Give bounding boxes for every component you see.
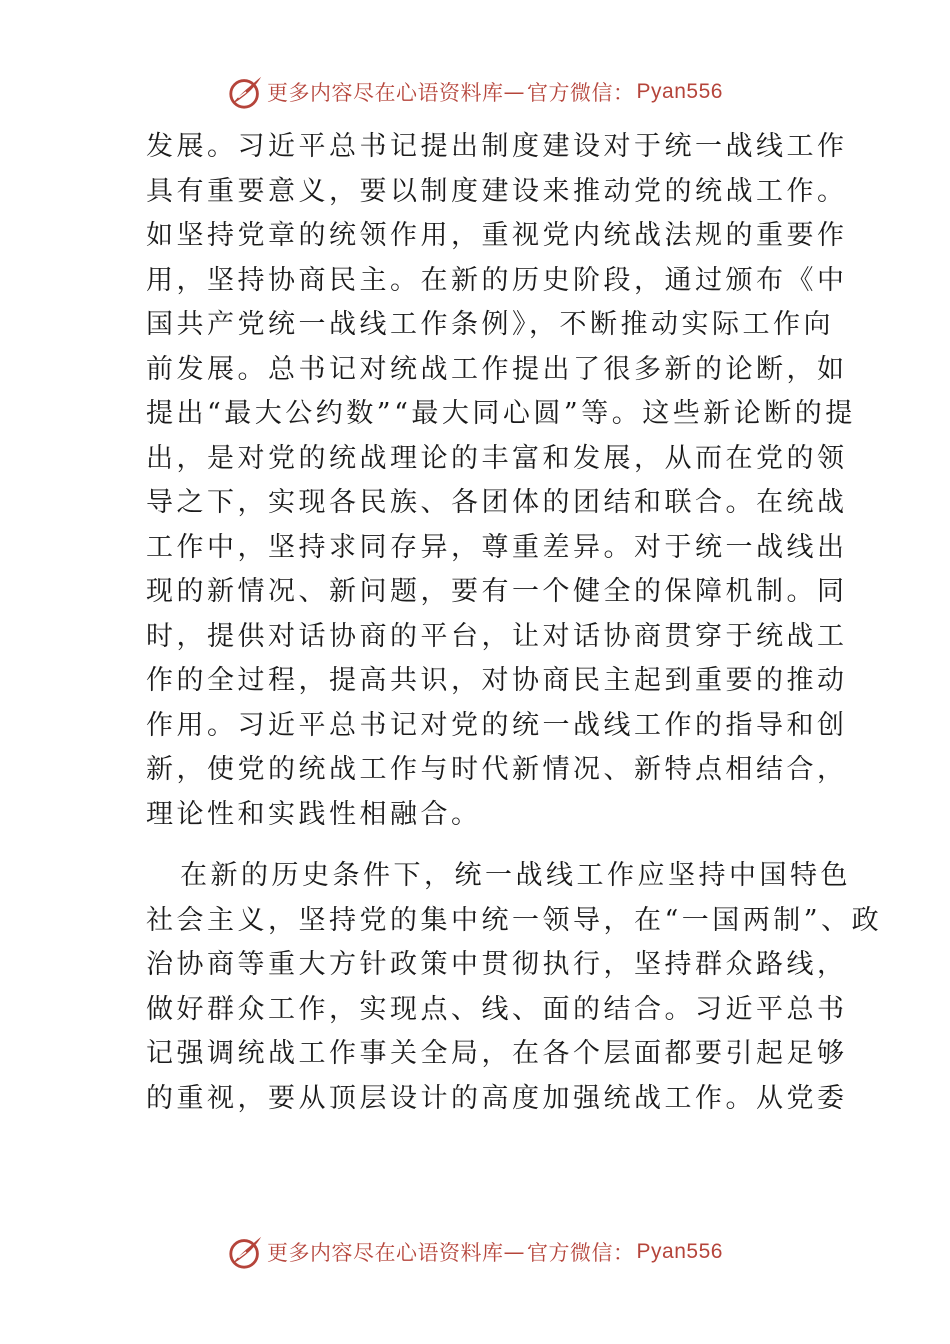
text-line: 国共产党统一战线工作条例》，不断推动实际工作向 (146, 309, 834, 340)
text-line: 时，提供对话协商的平台，让对话协商贯穿于统战工 (146, 620, 848, 652)
text-line: 记强调统战工作事关全局，在各个层面都要引起足够 (146, 1038, 848, 1069)
text-line: 出，是对党的统战理论的丰富和发展，从而在党的领 (146, 442, 848, 474)
text-line: 理论性和实践性相融合。 (146, 798, 482, 830)
text-line: 发展。习近平总书记提出制度建设对于统一战线工作 (146, 131, 848, 162)
header-banner (0, 70, 950, 114)
quill-logo-icon (227, 1233, 265, 1271)
text-line: 在新的历史条件下，统一战线工作应坚持中国特色 (180, 860, 851, 891)
paragraph-gap (146, 837, 811, 854)
text-line: 导之下，实现各民族、各团体的团结和联合。在统战 (146, 487, 848, 518)
banner-title: 更多内容尽在心语资料库 (267, 81, 504, 105)
banner-wechat-label: 官方微信： (527, 1241, 635, 1265)
banner-title: 更多内容尽在心语资料库 (267, 1241, 504, 1265)
document-body (146, 125, 883, 1121)
text-line: 新，使党的统战工作与时代新情况、新特点相结合， (146, 754, 848, 785)
text-line: 提出“最大公约数”“最大同心圆”等。这些新论断的提 (146, 398, 856, 429)
text-line: 的重视，要从顶层设计的高度加强统战工作。从党委 (146, 1082, 848, 1114)
text-line: 具有重要意义，要以制度建设来推动党的统战工作。 (146, 175, 848, 207)
banner-wechat-id: Pyan556 (636, 80, 723, 103)
text-line: 治协商等重大方针政策中贯彻执行，坚持群众路线， (146, 949, 848, 980)
text-line: 作用。习近平总书记对党的统一战线工作的指导和创 (146, 709, 848, 741)
quill-logo-icon (227, 73, 265, 111)
paragraph-1 (146, 125, 856, 837)
paragraph-2 (146, 854, 883, 1121)
text-line: 作的全过程，提高共识，对协商民主起到重要的推动 (146, 665, 848, 696)
banner-dash: — (503, 1240, 526, 1264)
text-line: 工作中，坚持求同存异，尊重差异。对于统一战线出 (146, 531, 848, 563)
text-line: 做好群众工作，实现点、线、面的结合。习近平总书 (146, 993, 848, 1025)
text-line: 如坚持党章的统领作用，重视党内统战法规的重要作 (146, 220, 848, 251)
footer-banner (0, 1230, 950, 1274)
banner-wechat-label: 官方微信： (527, 81, 635, 105)
banner-wechat-id: Pyan556 (636, 1240, 723, 1263)
text-line: 社会主义，坚持党的集中统一领导，在“一国两制”、政 (146, 904, 883, 936)
text-line: 用，坚持协商民主。在新的历史阶段，通过颁布《中 (146, 264, 848, 296)
text-line: 前发展。总书记对统战工作提出了很多新的论断，如 (146, 353, 848, 385)
banner-dash: — (503, 80, 526, 104)
text-line: 现的新情况、新问题，要有一个健全的保障机制。同 (146, 576, 848, 607)
